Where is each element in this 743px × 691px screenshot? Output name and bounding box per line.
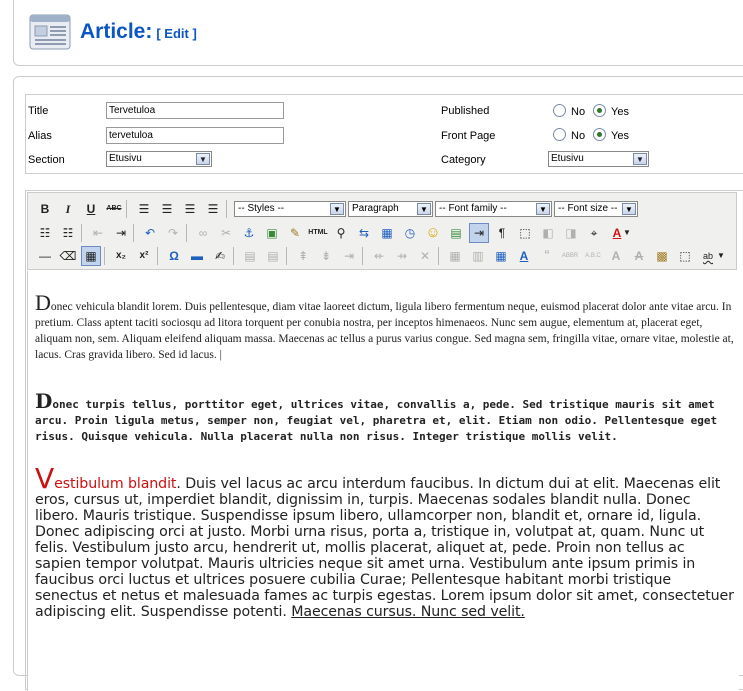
absolute-icon[interactable]: ⌖	[590, 226, 598, 240]
format-select[interactable]	[348, 201, 433, 217]
paragraph-sans	[35, 462, 735, 620]
cleanup-icon[interactable]: ✎	[289, 226, 301, 240]
ltr-direction-icon[interactable]: ⇥	[469, 223, 489, 243]
underline-button[interactable]: U	[86, 202, 96, 216]
published-label: Published	[441, 105, 490, 117]
toolbar-separator	[226, 200, 227, 218]
toolbar-separator	[233, 247, 234, 265]
insert-date-icon[interactable]: ▦	[381, 226, 393, 240]
editor-content-area[interactable]	[27, 271, 739, 691]
merge-cells-icon[interactable]: ▥	[472, 249, 484, 263]
insert-row-after-icon[interactable]: ⇟	[320, 249, 332, 263]
remove-format-icon[interactable]: ⌫	[59, 249, 77, 263]
visual-aid-icon[interactable]: ▦	[81, 246, 101, 266]
indent-icon[interactable]: ⇥	[115, 226, 127, 240]
article-form	[13, 76, 743, 676]
toolbar-separator	[126, 200, 127, 218]
outdent-icon[interactable]: ⇤	[92, 226, 104, 240]
image-icon[interactable]: ▣	[266, 226, 278, 240]
published-no-label: No	[571, 106, 586, 118]
frontpage-yes-radio[interactable]	[593, 128, 606, 141]
section-label: Section	[28, 154, 65, 166]
page-title	[80, 20, 197, 44]
styleprops-icon[interactable]: A	[519, 249, 529, 263]
frontpage-no-label: No	[571, 130, 586, 142]
dropcap: V	[35, 462, 55, 495]
find-icon[interactable]: ⚲	[336, 226, 346, 240]
fullscreen-icon[interactable]: ⬚	[679, 249, 691, 263]
toolbar-separator	[104, 247, 105, 265]
paragraph-text: onec vehicula blandit lorem. Duis pellentesque, diam vitae laoreet dictum, ligula libero fermentum neque, euismod placerat dolor ante vitae arcu. In pretium. Class aptent taciti sociosqu ad litora torquent per conubia nostra, per inceptos himenaeos. Nunc sem augue, elementum at, placerat eget, aliquam non, sem. Aliquam eleifend aliquam massa. Maecenas ac tellus a purus varius congue. Sed magna sem, fringilla vitae, ornare vitae, molestie at, lacus. Cras gravida libero. Sed id lacus. |	[35, 301, 734, 361]
attribs-icon[interactable]: ▩	[656, 249, 668, 263]
insert-table-icon[interactable]: ▦	[495, 249, 507, 263]
toolbar-separator	[286, 247, 287, 265]
frontpage-label: Front Page	[441, 130, 496, 142]
alias-label: Alias	[28, 130, 52, 142]
chevron-down-icon: ▼	[633, 153, 647, 165]
section-select-value: Etusivu	[109, 153, 142, 164]
styles-select[interactable]	[234, 201, 346, 217]
insert-col-before-icon[interactable]: ⇷	[373, 249, 385, 263]
paragraph-text: . Duis vel lacus ac arcu interdum faucibus. In dictum dui at elit. Maecenas elit eros, cursus ut, imperdiet blandit, dignissim in, turpis. Maecenas sodales blandit nulla. Donec libero. Mauris tristique. Suspendisse ipsum libero, ullamcorper non, blandit et, ornare id, ligula. Donec adipiscing orci at justo. Morbi urna risus, porta a, tristique in, volutpat at, quam. Nunc ut felis. Vestibulum justo arcu, hendrerit ut, mollis placerat, aliquet at, pede. Proin non tellus ac sapien tempor volutpat. Mauris ultricies neque sit amet urna. Vestibulum ante ipsum primis in faucibus orci luctus et ultrices posuere cubilia Curae; Pellentesque habitant morbi tristique senectus et netus et malesuada fames ac turpis egestas. Lorem ipsum dolor sit amet, consectetuer adipiscing elit. Suspendisse potenti.	[35, 476, 734, 620]
abbr-icon[interactable]: ABBR	[561, 253, 579, 259]
layer-icon[interactable]: ⬚	[519, 226, 531, 240]
category-label: Category	[441, 154, 486, 166]
emoticon-icon[interactable]: ☺	[425, 224, 441, 241]
toolbar-separator	[438, 247, 439, 265]
rtl-direction-icon[interactable]: ¶	[498, 226, 506, 240]
toolbar-separator	[81, 224, 82, 242]
content-editor	[25, 190, 743, 690]
paragraph-mono	[35, 389, 730, 445]
font-size-select[interactable]	[554, 201, 638, 217]
title-label: Title	[28, 105, 49, 117]
ins-icon[interactable]: A	[611, 249, 621, 263]
page-title-text: Article:	[80, 20, 153, 43]
chevron-down-icon: ▼	[196, 153, 210, 165]
frontpage-yes-label: Yes	[611, 130, 629, 142]
category-select[interactable]	[548, 151, 649, 167]
insert-col-after-icon[interactable]: ⇸	[396, 249, 408, 263]
align-right-icon[interactable]: ☰	[184, 202, 196, 216]
acronym-icon[interactable]: A.B.C	[585, 253, 601, 259]
toolbar-separator	[362, 247, 363, 265]
undo-icon[interactable]: ↶	[144, 226, 156, 240]
toolbar-separator	[186, 224, 187, 242]
delete-row-icon[interactable]: ⇥	[343, 249, 355, 263]
delete-col-icon[interactable]: ✕	[419, 249, 431, 263]
details-panel	[25, 94, 743, 174]
chevron-down-icon: ▼	[622, 203, 636, 215]
align-justify-icon[interactable]: ☰	[207, 202, 219, 216]
align-left-icon[interactable]: ☰	[138, 202, 150, 216]
insert-row-before-icon[interactable]: ⇞	[297, 249, 309, 263]
cite-icon[interactable]: “	[544, 247, 550, 264]
format-select-value: Paragraph	[352, 203, 399, 214]
section-select[interactable]	[106, 151, 212, 167]
edit-label: [ Edit ]	[156, 26, 197, 41]
frontpage-no-radio[interactable]	[553, 128, 566, 141]
underlined-text: Maecenas cursus. Nunc sed velit.	[291, 604, 525, 620]
chevron-down-icon: ▼	[536, 203, 550, 215]
superscript-icon[interactable]: x²	[139, 250, 149, 261]
styles-select-value: -- Styles --	[238, 203, 285, 214]
move-forward-icon[interactable]: ◧	[542, 226, 554, 240]
dropcap: D	[35, 389, 53, 413]
link-icon[interactable]: ∞	[198, 226, 208, 240]
published-no-radio[interactable]	[553, 104, 566, 117]
alias-input[interactable]	[106, 127, 284, 144]
toolbar-separator	[133, 224, 134, 242]
chevron-down-icon[interactable]: ▼	[623, 228, 631, 237]
title-input[interactable]	[106, 102, 284, 119]
cell-props-icon[interactable]: ▤	[267, 249, 279, 263]
replace-icon[interactable]: ⇆	[358, 226, 370, 240]
align-center-icon[interactable]: ☰	[161, 202, 173, 216]
redo-icon[interactable]: ↷	[167, 226, 179, 240]
font-size-select-value: -- Font size --	[558, 203, 618, 214]
bold-button[interactable]: B	[40, 202, 50, 216]
dropcap: D	[35, 290, 51, 315]
highlighted-text: estibulum blandit	[54, 476, 177, 492]
media-icon[interactable]: ▤	[450, 226, 462, 240]
chevron-down-icon[interactable]: ▼	[717, 251, 725, 260]
paragraph-serif	[35, 290, 735, 363]
anchor-icon[interactable]: ⚓	[243, 226, 255, 240]
subscript-icon[interactable]: x₂	[115, 250, 126, 261]
insert-hr-icon[interactable]: ▬	[191, 249, 203, 263]
table-props-icon[interactable]: ▤	[244, 249, 256, 263]
chevron-down-icon: ▼	[330, 203, 344, 215]
insert-time-icon[interactable]: ◷	[404, 226, 416, 240]
font-family-select-value: -- Font family --	[439, 203, 507, 214]
italic-button[interactable]: I	[65, 202, 71, 216]
move-backward-icon[interactable]: ◨	[565, 226, 577, 240]
html-source-button[interactable]: HTML	[308, 229, 328, 236]
spellcheck-icon[interactable]: ab	[702, 251, 713, 261]
del-icon[interactable]: A	[634, 249, 644, 263]
numbered-list-icon[interactable]: ☷	[62, 226, 74, 240]
bullet-list-icon[interactable]: ☷	[39, 226, 51, 240]
special-char-icon[interactable]: Ω	[169, 249, 179, 263]
toolbar-separator	[157, 247, 158, 265]
edit-image-icon[interactable]: ✍	[214, 249, 226, 263]
article-icon	[28, 12, 72, 52]
font-family-select[interactable]	[435, 201, 552, 217]
published-yes-radio[interactable]	[593, 104, 606, 117]
category-select-value: Etusivu	[551, 153, 584, 164]
text-color-icon[interactable]: A	[612, 226, 622, 240]
page-header	[13, 0, 743, 66]
published-yes-label: Yes	[611, 106, 629, 118]
strikethrough-button[interactable]: ABC	[106, 205, 122, 212]
chevron-down-icon: ▼	[417, 203, 431, 215]
split-cells-icon[interactable]: ▦	[449, 249, 461, 263]
paragraph-text: onec turpis tellus, porttitor eget, ultrices vitae, convallis a, pede. Sed tristique mauris sit amet arcu. Proin ligula metus, semper non, feugiat vel, pharetra et, elit. Etiam non odio. Pellentesque eget risus. Quisque vehicula. Nulla placerat nulla non risus. Integer tristique mollis velit.	[35, 398, 718, 443]
unlink-icon[interactable]: ✂	[220, 226, 232, 240]
horizontal-rule-icon[interactable]: —	[39, 249, 51, 263]
editor-toolbar	[27, 192, 737, 270]
